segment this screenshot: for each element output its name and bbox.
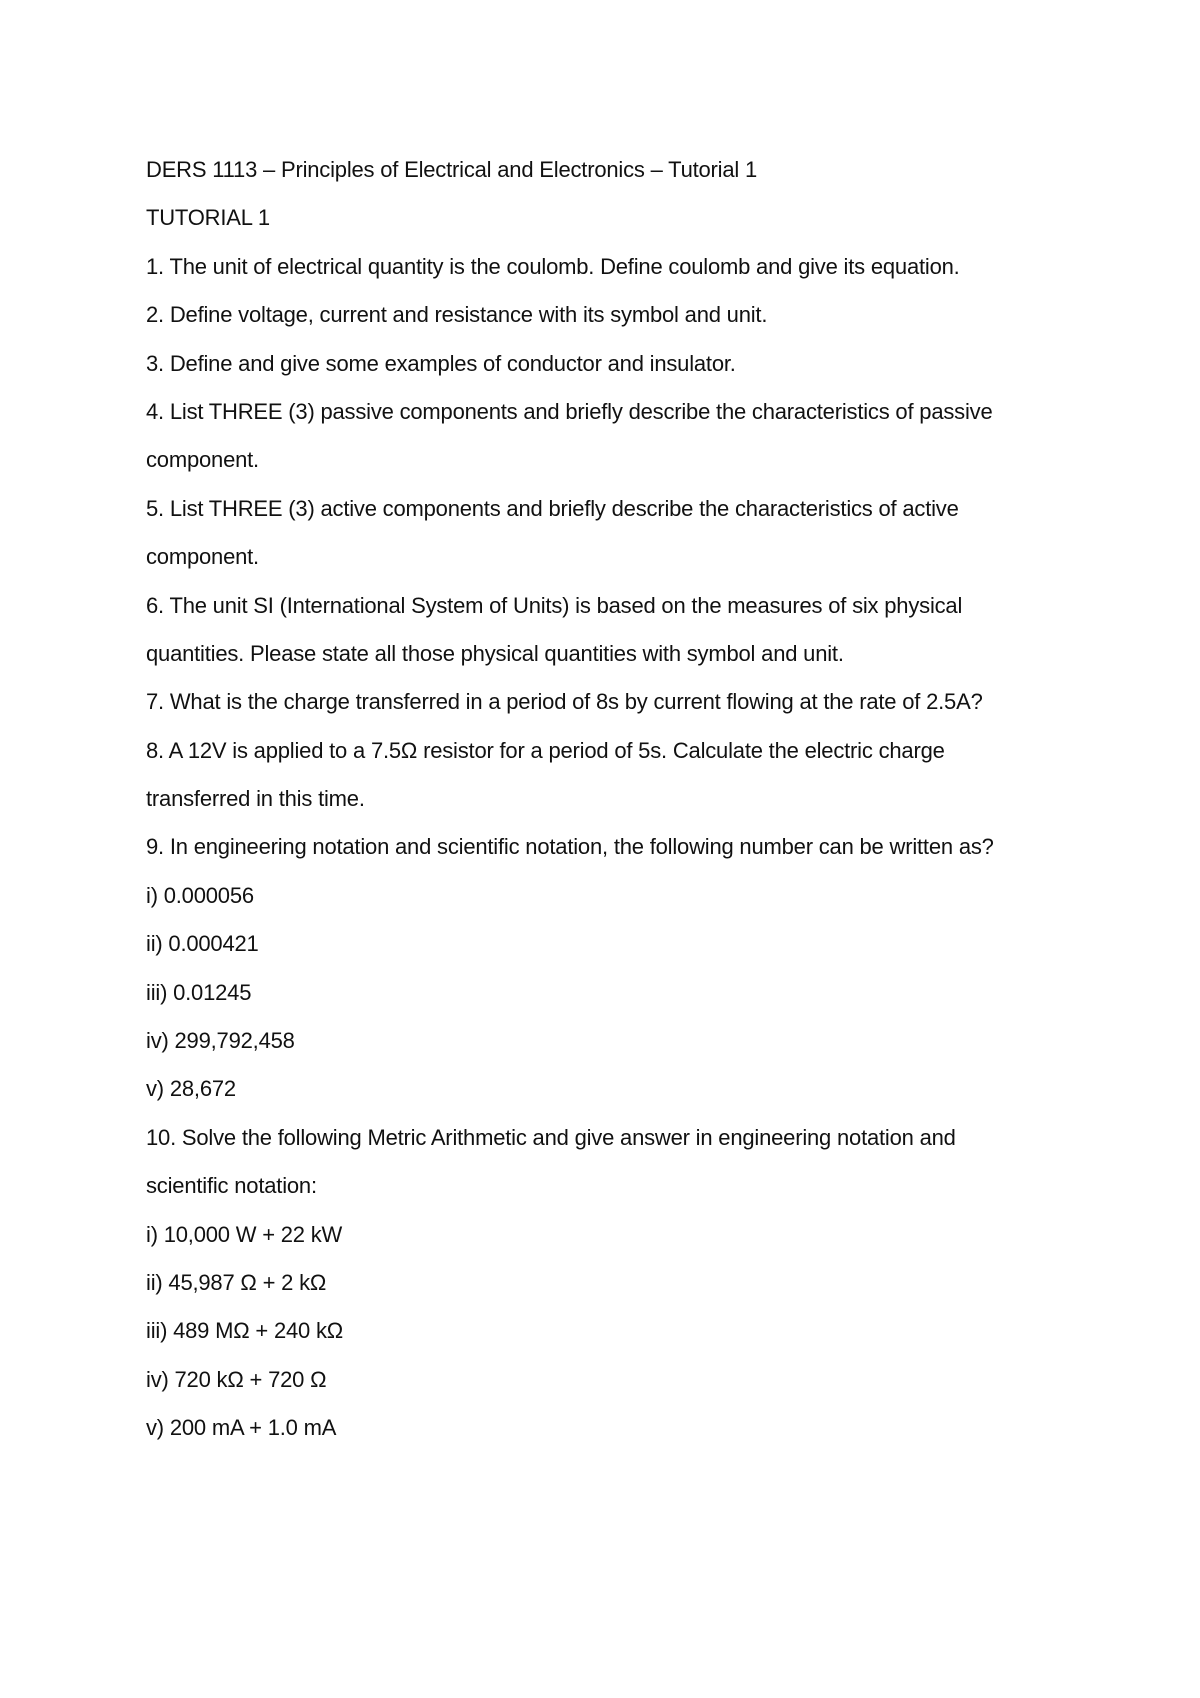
question-10-line-2: scientific notation:	[146, 1173, 317, 1199]
question-3-line: 3. Define and give some examples of conductor and insulator.	[146, 350, 736, 376]
question-4-line-1: 4. List THREE (3) passive components and briefly describe the characteristics of passive	[146, 398, 993, 424]
document-body	[146, 146, 1066, 1453]
question-10-item-v: v) 200 mA + 1.0 mA	[146, 1415, 337, 1441]
question-2-line: 2. Define voltage, current and resistance with its symbol and unit.	[146, 302, 768, 328]
question-4-line-2: component.	[146, 447, 259, 473]
question-9-item-iii: iii) 0.01245	[146, 979, 252, 1005]
question-10-item-ii: ii) 45,987 Ω + 2 kΩ	[146, 1269, 327, 1295]
question-9-item-v: v) 28,672	[146, 1076, 236, 1102]
question-8-line-2: transferred in this time.	[146, 786, 365, 812]
question-9-item-iv: iv) 299,792,458	[146, 1028, 295, 1054]
question-6-line-2: quantities. Please state all those physical quantities with symbol and unit.	[146, 640, 844, 666]
question-5-line-2: component.	[146, 544, 259, 570]
question-6-line-1: 6. The unit SI (International System of Units) is based on the measures of six physical	[146, 592, 963, 618]
document-heading: DERS 1113 – Principles of Electrical and Electronics – Tutorial 1	[146, 157, 758, 182]
question-10-line-1: 10. Solve the following Metric Arithmetic and give answer in engineering notation and	[146, 1124, 956, 1150]
question-1-line: 1. The unit of electrical quantity is the coulomb. Define coulomb and give its equation.	[146, 253, 960, 279]
question-8-line-1: 8. A 12V is applied to a 7.5Ω resistor for a period of 5s. Calculate the electric charge	[146, 737, 945, 763]
question-10-item-iv: iv) 720 kΩ + 720 Ω	[146, 1366, 327, 1392]
question-9-item-i: i) 0.000056	[146, 882, 254, 908]
question-9-line: 9. In engineering notation and scientific notation, the following number can be written as?	[146, 834, 994, 860]
question-10-item-iii: iii) 489 MΩ + 240 kΩ	[146, 1318, 344, 1344]
question-10-item-i: i) 10,000 W + 22 kW	[146, 1221, 343, 1247]
question-9-item-ii: ii) 0.000421	[146, 931, 259, 957]
question-7-line: 7. What is the charge transferred in a period of 8s by current flowing at the rate of 2.5A?	[146, 689, 983, 715]
question-5-line-1: 5. List THREE (3) active components and briefly describe the characteristics of active	[146, 495, 959, 521]
document-subheading: TUTORIAL 1	[146, 205, 270, 231]
